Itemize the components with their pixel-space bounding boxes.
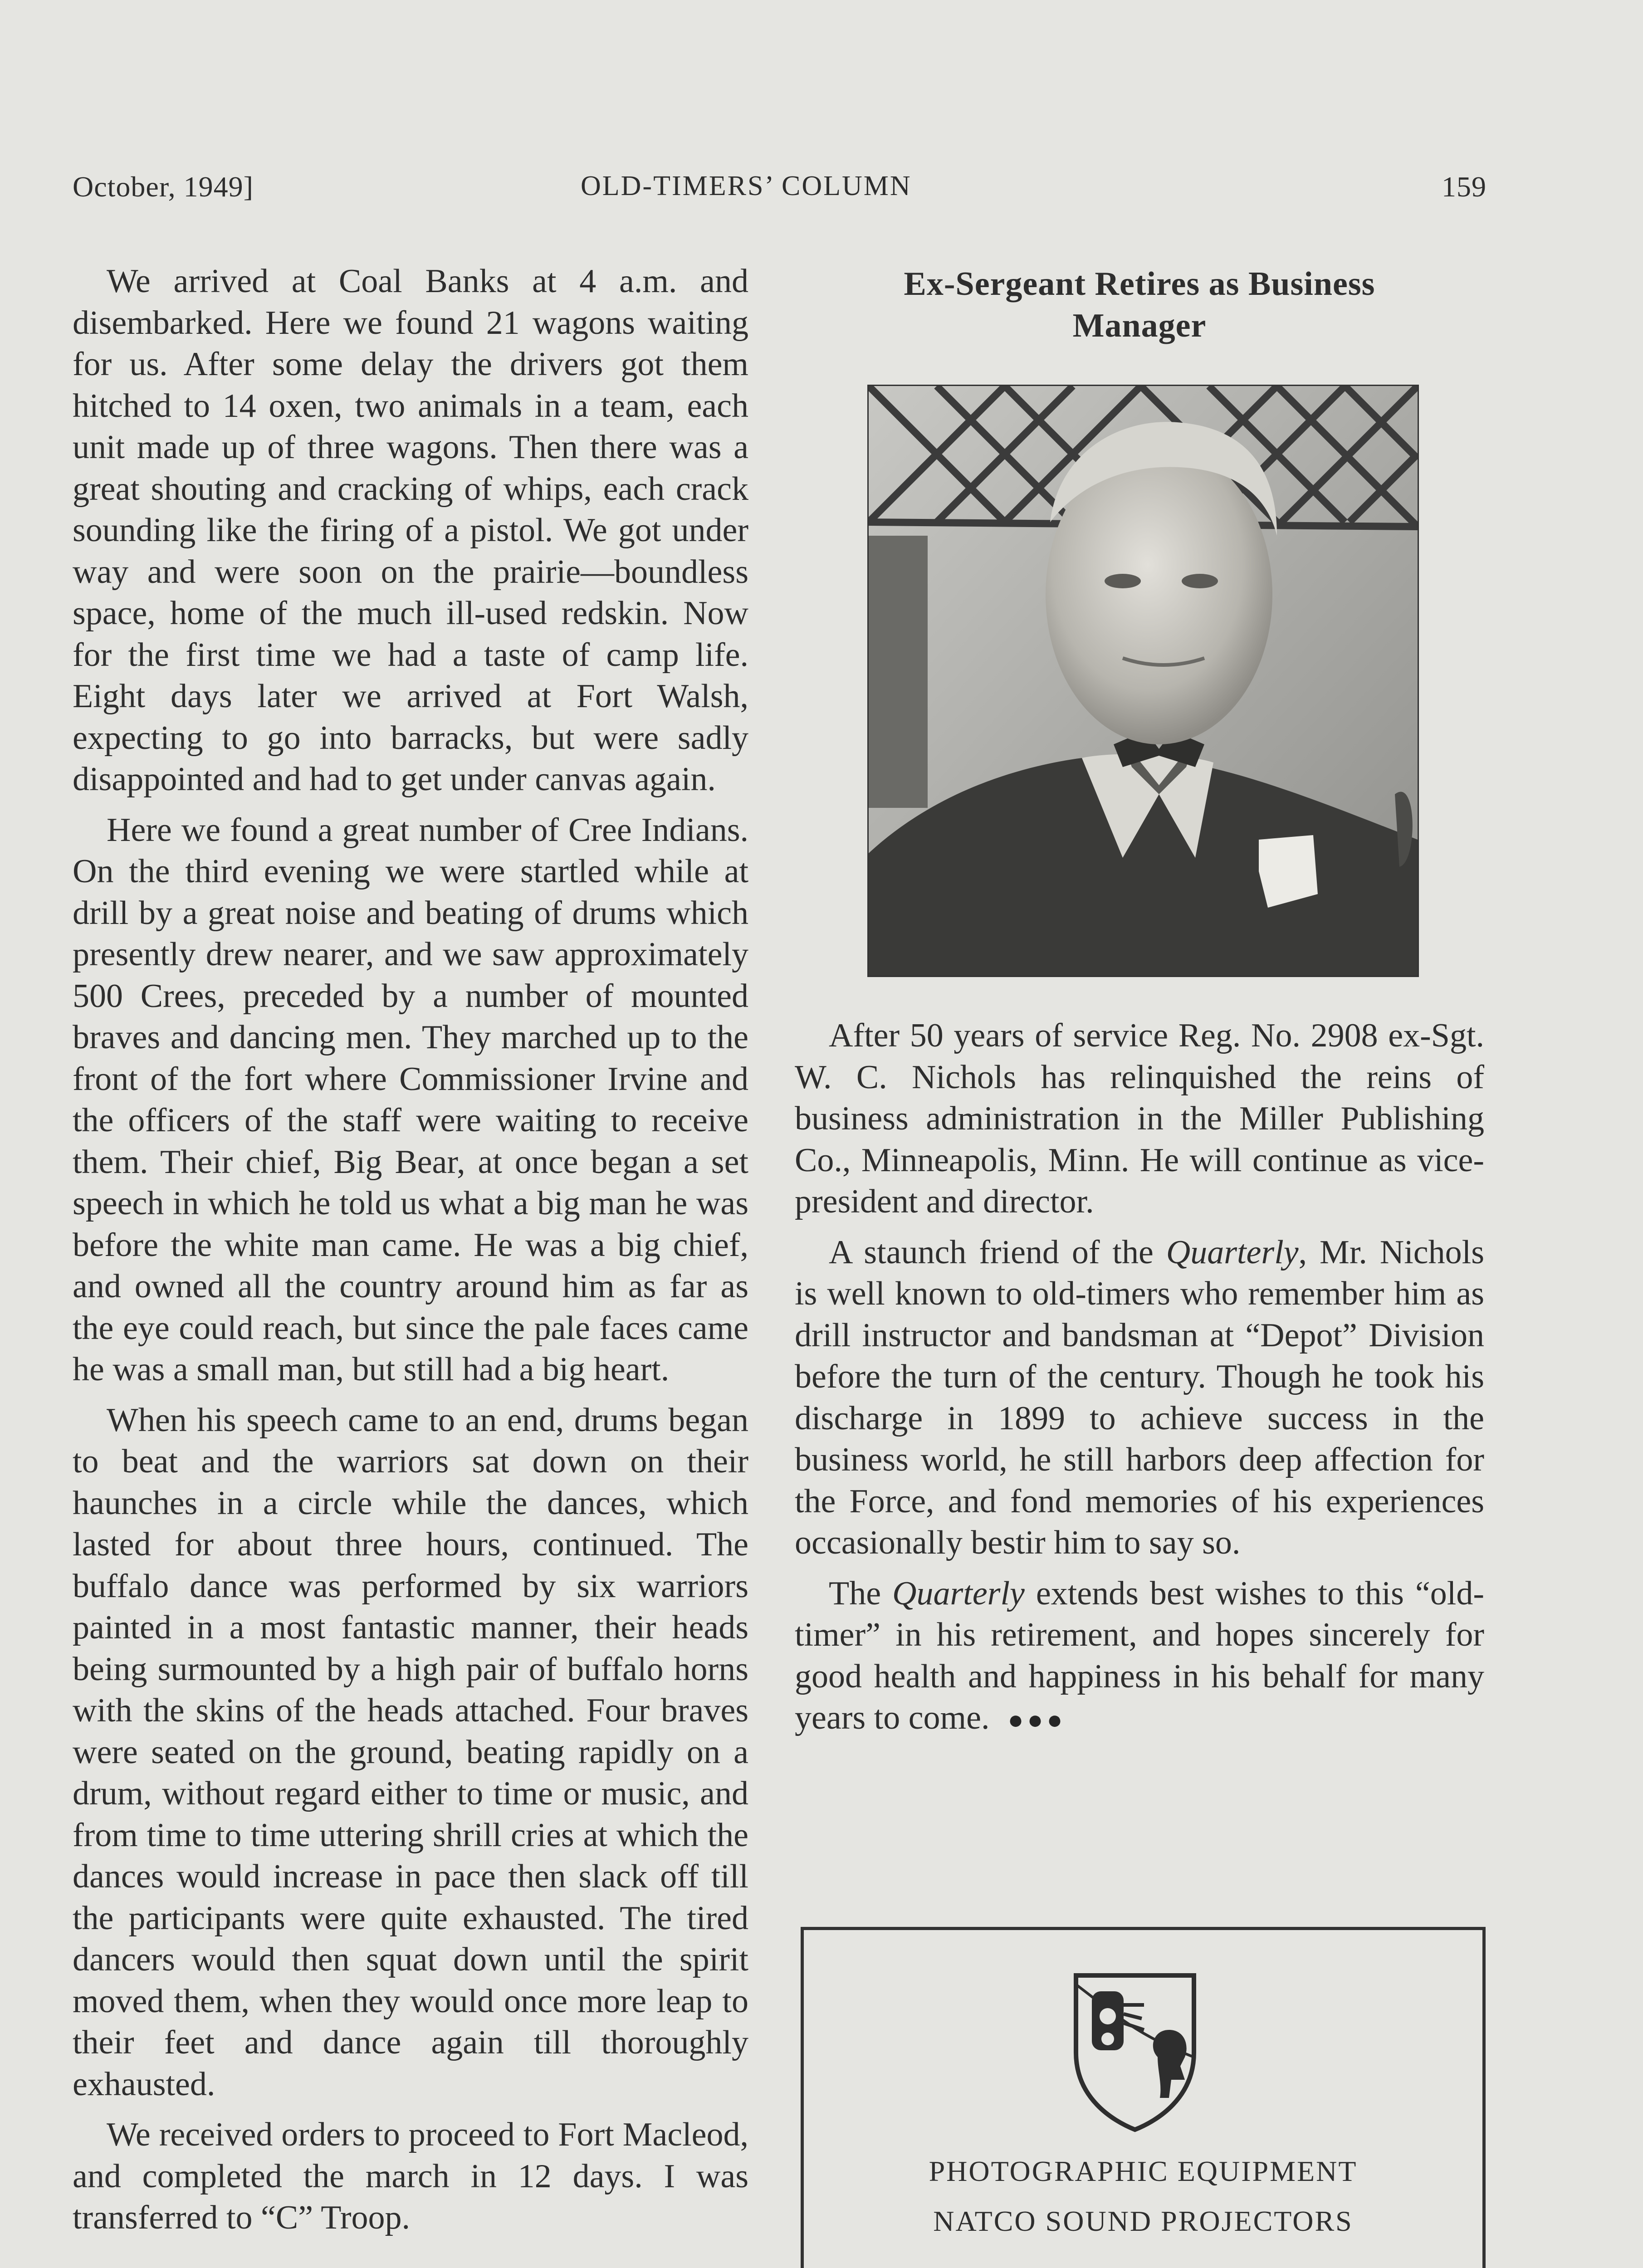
headline-line-2: Manager — [1072, 307, 1207, 344]
left-paragraph-4: We received orders to proceed to Fort Macleod, and completed the march in 12 days. I was transferred to “C” Troop. — [73, 2116, 748, 2236]
p2-text-before: A staunch friend of the — [829, 1233, 1166, 1271]
page-number: 159 — [1442, 171, 1487, 203]
running-head-title: OLD-TIMERS’ COLUMN — [581, 171, 912, 201]
p3-text-after: extends best wishes to this “old-timer” in his retirement, and hopes sincerely for good health and happiness in his behalf for many years to come. — [795, 1574, 1484, 1736]
quarterly-italic-2: Quarterly — [892, 1574, 1025, 1612]
quarterly-italic: Quarterly — [1166, 1233, 1299, 1271]
p3-text-before: The — [829, 1574, 893, 1612]
article-paragraph-3 — [795, 1573, 1484, 1741]
article-body — [795, 1015, 1484, 1750]
left-paragraph-2: Here we found a great number of Cree Indians. On the third evening we were startled while at drill by a great noise and beating of drums which presently drew nearer, and we saw approximately 500 Crees, preceded by a number of mounted braves and dancing men. They marched up to the front of the fort where Commissioner Irvine and the officers of the staff were waiting to receive them. Their chief, Big Bear, at once began a set speech in which he told us what a big man he was before the white man came. He was a big chief, and owned all the country around him as far as the eye could reach, but since the pale faces came he was a small man, but still had a big heart. — [73, 811, 748, 1388]
article-paragraph-1: After 50 years of service Reg. No. 2908 ex-Sgt. W. C. Nichols has relinquished the reins of business administration in the Miller Publishing Co., Minneapolis, Minn. He will continue as vice-president and director. — [795, 1017, 1484, 1220]
p2-text-after: , Mr. Nichols is well known to old-timers who remember him as drill instructor and bandsman at “Depot” Division before the turn of the century. Though he took his discharge in 1899 to achieve success in the business world, he still harbors deep affection for the Force, and fond memories of his experiences occasionally bestir him to say so. — [795, 1233, 1485, 1561]
headline-line-1: Ex-Sergeant Retires as Business — [904, 265, 1375, 303]
running-head-date: October, 1949] — [73, 171, 254, 203]
ad-line-natco-projectors: NATCO SOUND PROJECTORS — [933, 2205, 1353, 2237]
article-paragraph-2 — [795, 1232, 1484, 1564]
left-paragraph-3: When his speech came to an end, drums began to beat and the warriors sat down on their haunches in a circle while the dances, which lasted for about three hours, continued. The buffalo dance was performed by six warriors painted in a most fantastic manner, their heads being surmounted by a high pair of buffalo horns with the skins of the heads attached. Four braves were seated on the ground, beating rapidly on a drum, without regard either to time or music, and from time to time uttering shrill cries at which the dances would increase in pace then slack off till the participants were quite exhausted. The tired dancers would then squat down until the spirit moved them, when they would once more leap to their feet and dance again till thoroughly exhausted. — [73, 1401, 748, 2103]
ad-line-photographic-equipment: PHOTOGRAPHIC EQUIPMENT — [929, 2155, 1358, 2187]
left-column — [73, 261, 748, 2248]
article-headline — [795, 263, 1484, 347]
portrait-photo — [867, 385, 1419, 977]
advertisement-box — [801, 1927, 1486, 2268]
left-paragraph-1: We arrived at Coal Banks at 4 a.m. and disembarked. Here we found 21 wagons waiting for us. After some delay the drivers got them hitched to 14 oxen, two animals in a team, each unit made up of three wagons. Then there was a great shouting and cracking of whips, each crack sounding like the firing of a pistol. We got under way and were soon on the prairie—boundless space, home of the much ill-used redskin. Now for the first time we had a taste of camp life. Eight days later we arrived at Fort Walsh, expecting to go into barracks, but were sadly disappointed and had to get under canvas again. — [73, 263, 748, 798]
shield-logo-icon — [1067, 1966, 1203, 2134]
right-end-mark: ●●● — [1007, 1705, 1066, 1735]
